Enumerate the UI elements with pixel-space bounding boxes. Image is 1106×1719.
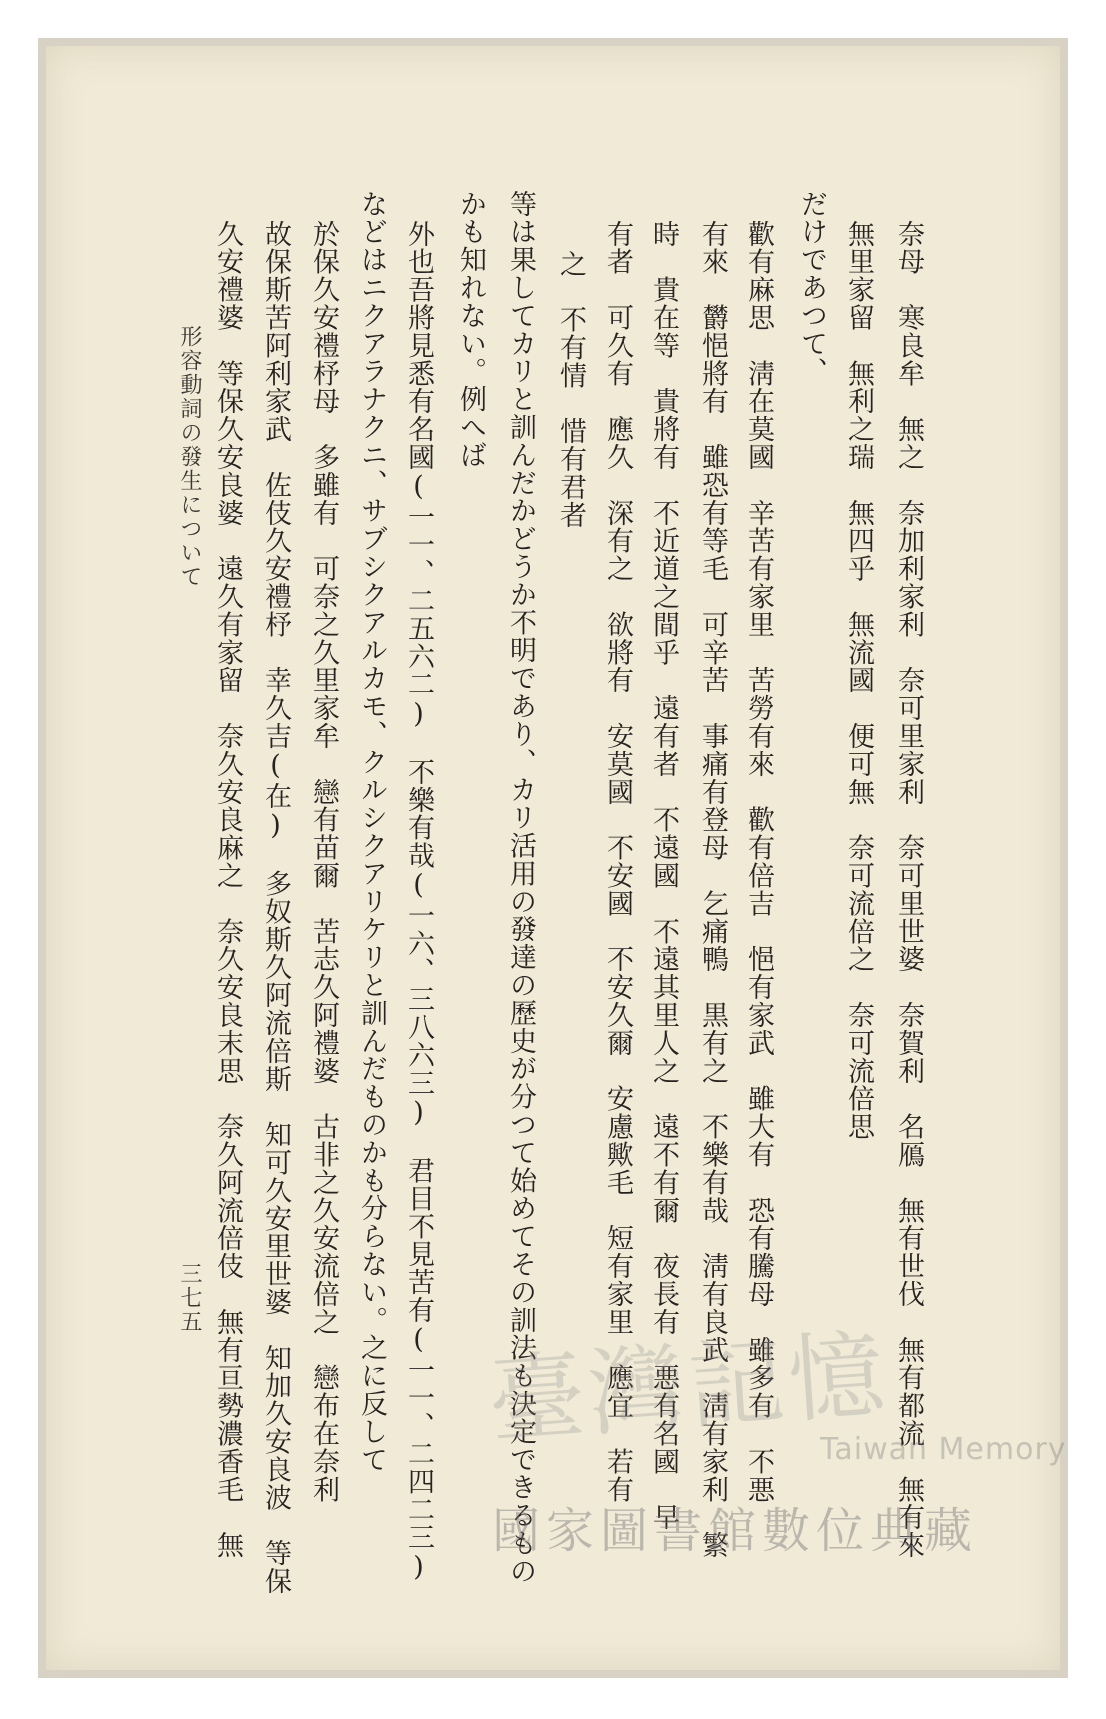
text-line-3: だけであつて、 <box>796 190 827 386</box>
text-line-8: 之 不有情 惜有君者 <box>555 250 586 529</box>
text-line-9: 等は果してカリと訓んだかどうか不明であり、カリ活用の發達の歷史が分つて始めてその訓法も決定できるもの <box>505 190 536 1585</box>
text-line-12: などはニクアラナクニ、サブシクアルカモ、クルシクアリケリと訓んだものかも分らない。之に反して <box>356 190 387 1474</box>
text-line-2: 無里家留 無利之瑞 無四乎 無流國 便可無 奈可流倍之 奈可流倍思 <box>843 220 874 1141</box>
text-line-10: かも知れない。例へば <box>455 190 486 469</box>
text-line-1: 奈母 寒良牟 無之 奈加利家利 奈可里家利 奈可里世婆 奈賀利 名鴈 無有世伐 無有都流 無有來 <box>893 220 924 1560</box>
text-line-15: 久安禮婆 等保久安良婆 遠久有家留 奈久安良麻之 奈久安良末思 奈久阿流倍伎 無有亘勢濃香毛 無 <box>212 220 243 1560</box>
text-line-6: 時 貴在等 貴將有 不近道之間乎 遠有者 不遠國 不遠其里人之 遠不有爾 夜長有 悪有名國 早 <box>648 220 679 1532</box>
text-line-11: 外也吾將見悉有名國(一一、二五六二) 不樂有哉(一六、三八六三) 君目不見苦有(一一、二四二三) <box>403 220 434 1584</box>
watermark-english: Taiwan Memory <box>820 1432 1067 1467</box>
running-head: 形容動詞の發生について <box>177 325 202 589</box>
watermark-institution: 國家圖書館數位典藏 <box>492 1503 979 1559</box>
text-line-13: 於保久安禮杼母 多雖有 可奈之久里家牟 戀有苗爾 苦志久阿禮婆 古非之久安流倍之 戀布在奈利 <box>308 220 339 1504</box>
watermark-logo: 臺灣記憶 <box>485 1318 892 1458</box>
page-number: 三七五 <box>177 1262 202 1334</box>
text-line-14: 故保斯苦阿利家武 佐伎久安禮杼 幸久吉(在) 多奴斯久阿流倍斯 知可久安里世婆 知加久安良波 等保 <box>260 220 291 1596</box>
text-line-7: 有者 可久有 應久 深有之 欲將有 安莫國 不安國 不安久爾 安慮歟毛 短有家里 應宜 若有 <box>602 220 633 1504</box>
text-line-4: 歡有麻思 淸在莫國 辛苦有家里 苦勞有來 歡有倍吉 悒有家武 雖大有 恐有騰母 雖多有 不悪 <box>743 220 774 1532</box>
text-line-5: 有來 欝悒將有 雖恐有等毛 可辛苦 事痛有登母 乞痛鴨 黒有之 不樂有哉 淸有良武 淸有家利 繁 <box>697 220 728 1560</box>
